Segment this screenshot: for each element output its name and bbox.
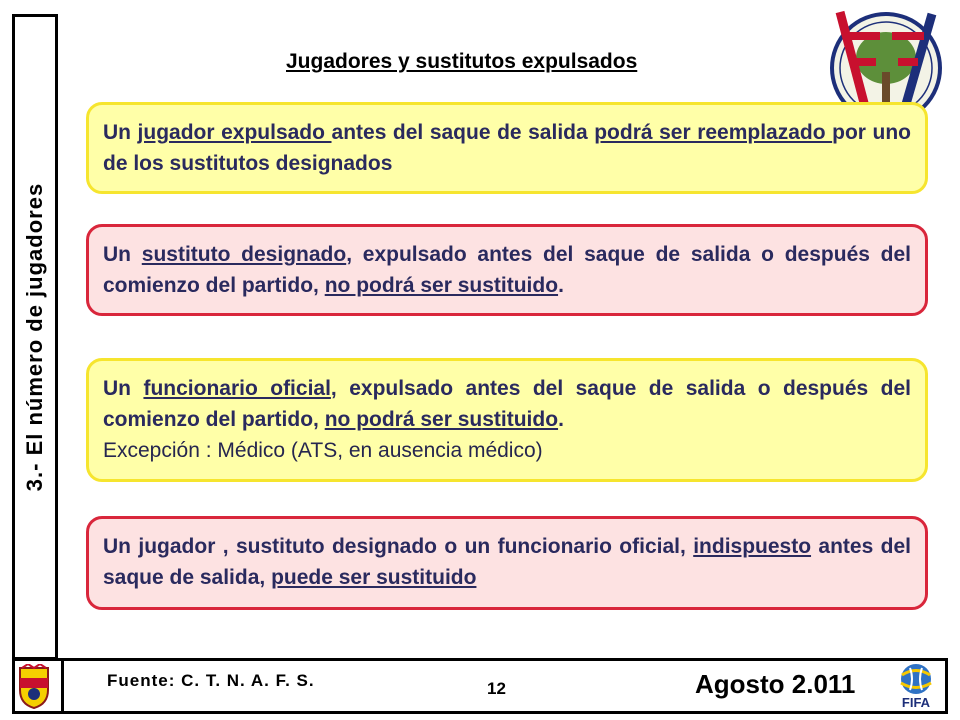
underlined-phrase: indispuesto — [693, 535, 812, 558]
exception-text: Excepción : Médico (ATS, en ausencia médico) — [103, 439, 543, 462]
underlined-phrase: sustituto designado — [141, 243, 347, 266]
text-segment: . — [558, 274, 564, 297]
rule-text-2 — [103, 239, 911, 301]
rule-text-4 — [103, 531, 911, 593]
footer-bar — [12, 658, 948, 714]
rule-box-1 — [86, 102, 928, 194]
text-segment: , expulsado antes del saque de salida o después del comienzo del partido, — [103, 243, 912, 297]
footer-divider — [61, 661, 64, 711]
underlined-phrase: jugador expulsado — [137, 121, 332, 144]
fifa-logo-icon — [888, 662, 944, 710]
text-segment: Un — [103, 243, 142, 266]
fifa-logo-text: FIFA — [901, 695, 931, 710]
rule-box-4 — [86, 516, 928, 610]
rule-text-3 — [103, 373, 911, 435]
page-number: 12 — [487, 679, 506, 698]
text-segment: Un — [103, 377, 144, 400]
text-segment: por uno de los sustitutos designados — [103, 121, 911, 175]
underlined-phrase: podrá ser reemplazado — [594, 121, 833, 144]
underlined-phrase: no podrá ser sustituido — [324, 408, 559, 431]
fefs-crest-icon — [14, 664, 54, 710]
underlined-phrase: funcionario oficial — [143, 377, 331, 400]
text-segment: antes del saque de salida, — [103, 535, 911, 589]
text-segment: . — [558, 408, 564, 431]
slide-title: Jugadores y sustitutos expulsados — [286, 50, 638, 73]
footer-source: Fuente: C. T. N. A. F. S. — [107, 671, 315, 690]
section-side-title: 3.- El número de jugadores — [22, 182, 47, 492]
text-segment: , expulsado antes del saque de salida o después del comienzo del partido, — [103, 377, 911, 431]
rule-box-3 — [86, 358, 928, 482]
underlined-phrase: puede ser sustituido — [271, 566, 477, 589]
rule-text-1 — [103, 117, 911, 179]
text-segment: antes del saque de salida — [331, 121, 595, 144]
rule-box-2 — [86, 224, 928, 316]
text-segment: Un — [103, 121, 138, 144]
underlined-phrase: no podrá ser sustituido — [324, 274, 559, 297]
footer-date: Agosto 2.011 — [695, 669, 856, 699]
text-segment: Un jugador , sustituto designado o un funcionario oficial, — [103, 535, 694, 558]
